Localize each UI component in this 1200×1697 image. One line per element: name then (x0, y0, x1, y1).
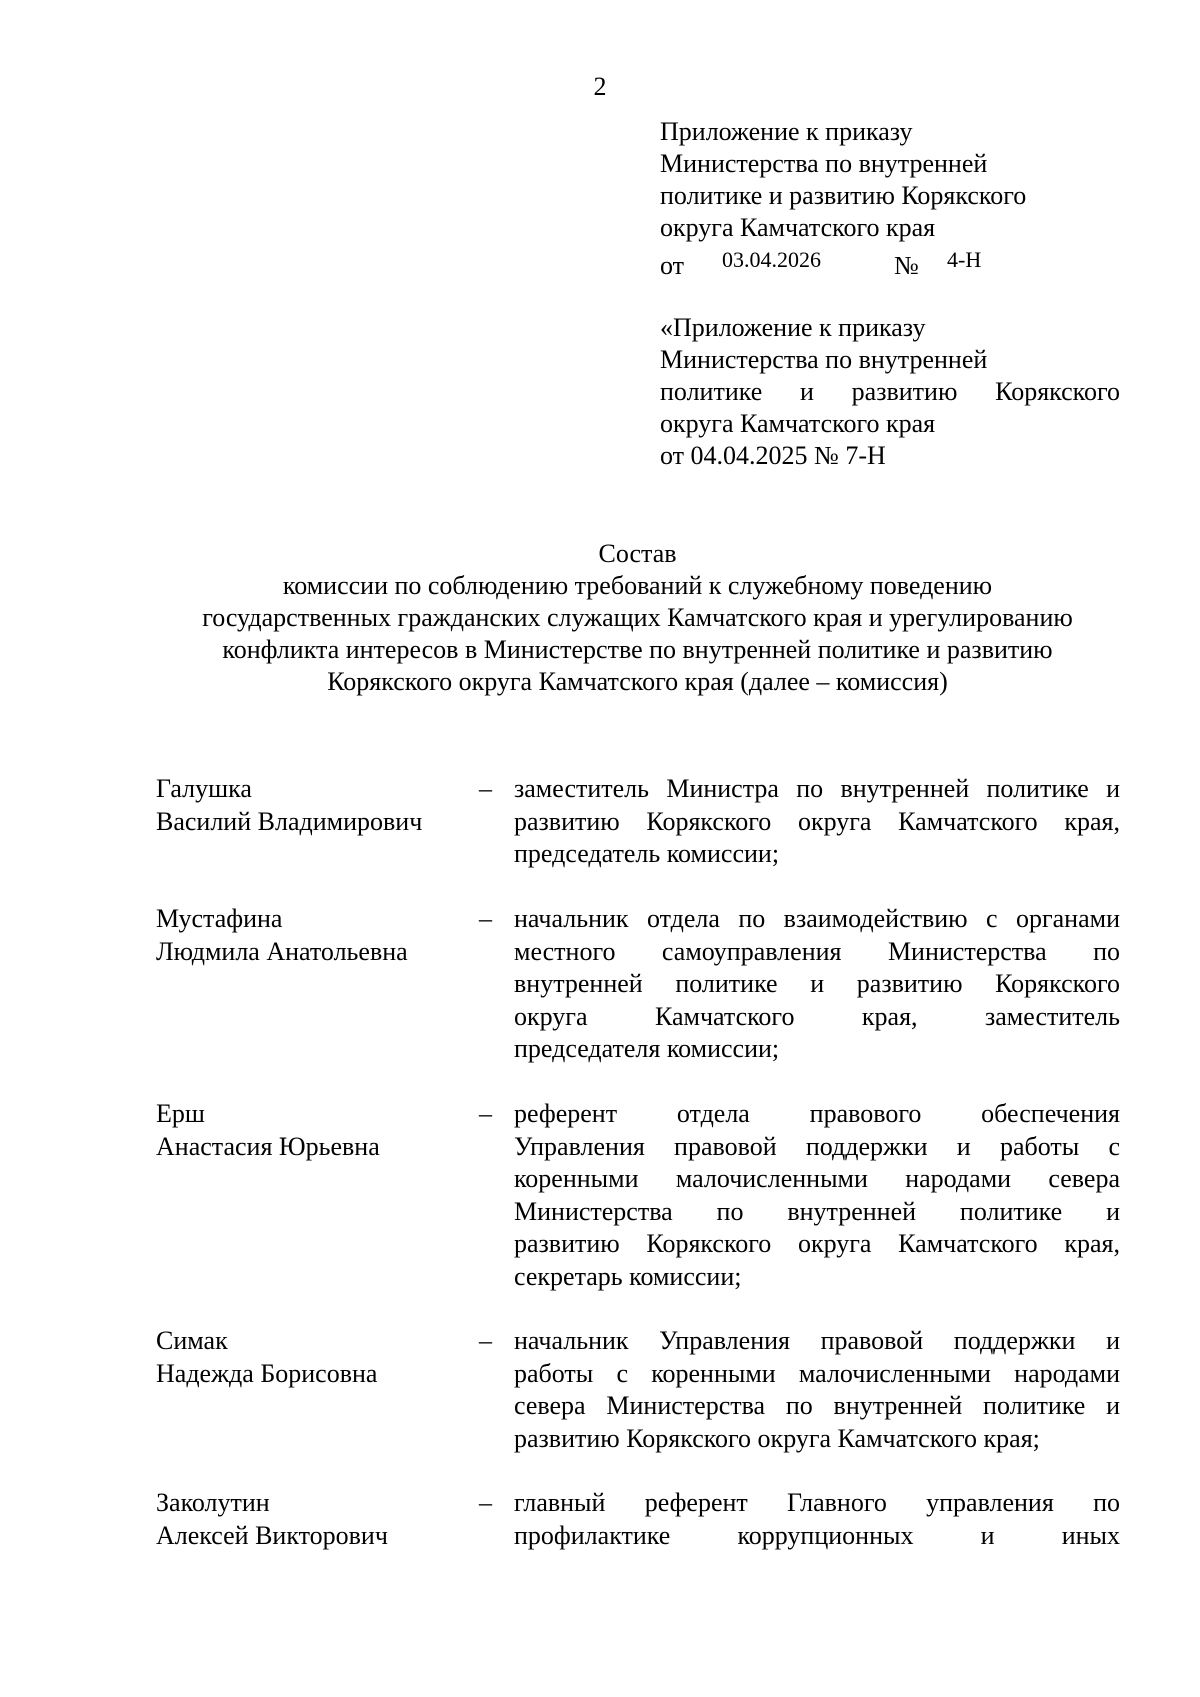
appendix-line: Министерства по внутренней (660, 149, 988, 178)
appendix-previous-order (660, 312, 1120, 472)
role-line: местного самоуправления Министерства по (514, 936, 1120, 966)
title-line: конфликта интересов в Министерстве по внутренней политике и развитию (222, 635, 1053, 664)
role-line: председатель комиссии; (514, 839, 780, 868)
member-given-names: Василий Владимирович (156, 806, 423, 836)
appendix-line: политике и развитию Корякского (660, 181, 1027, 210)
role-line: развитию Корякского округа Камчатского края; (514, 1423, 1040, 1453)
member-dash: – (479, 1099, 492, 1128)
member-surname: Симак (156, 1326, 228, 1355)
role-line: развитию Корякского округа Камчатского края, (514, 806, 1120, 836)
role-line: развитию Корякского округа Камчатского края, (514, 1229, 1120, 1258)
order-date-label: от (660, 251, 685, 280)
role-line: председателя комиссии; (514, 1034, 780, 1063)
member-dash: – (479, 1488, 492, 1517)
member-name (156, 1098, 456, 1163)
role-line: коренными малочисленными народами севера (514, 1164, 1120, 1193)
appendix-current-order (660, 116, 1120, 278)
role-line: главный референт Главного управления по (514, 1488, 1120, 1517)
appendix-line: Приложение к приказу (660, 117, 913, 146)
page-number: 2 (593, 72, 607, 101)
role-line: профилактике коррупционных и иных (514, 1520, 1120, 1550)
member-dash: – (479, 1326, 492, 1355)
member-surname: Заколутин (156, 1488, 270, 1517)
order-date-number-row (660, 244, 1120, 278)
title-line: государственных гражданских служащих Камчатского края и урегулированию (202, 603, 1073, 632)
role-line: начальник отдела по взаимодействию с органами (514, 904, 1120, 933)
document-title (0, 538, 1200, 698)
title-line: Корякского округа Камчатского края (далее – комиссия) (327, 667, 948, 696)
member-role (514, 903, 1120, 1066)
member-name (156, 773, 456, 838)
order-date: 03.04.2026 (722, 247, 821, 272)
appendix-line: от 04.04.2025 № 7-Н (660, 441, 886, 470)
order-number: 4-Н (947, 247, 982, 272)
member-role (514, 1487, 1120, 1552)
member-surname: Ерш (156, 1099, 205, 1128)
role-line: референт отдела правового обеспечения (514, 1099, 1120, 1128)
member-surname: Мустафина (156, 904, 283, 933)
role-line: округа Камчатского края, заместитель (514, 1001, 1120, 1031)
member-name (156, 1487, 456, 1552)
title-heading: Состав (598, 539, 677, 568)
appendix-line: округа Камчатского края (660, 409, 936, 438)
member-given-names: Людмила Анатольевна (156, 936, 408, 966)
order-number-sign: № (894, 251, 919, 280)
role-line: Министерства по внутренней политике и (514, 1196, 1120, 1226)
role-line: внутренней политике и развитию Корякского (514, 969, 1120, 998)
member-dash: – (479, 774, 492, 803)
member-role (514, 773, 1120, 871)
appendix-line: политике и развитию Корякского (660, 377, 1120, 406)
member-name (156, 1325, 456, 1390)
member-name (156, 903, 456, 968)
role-line: севера Министерства по внутренней политике и (514, 1391, 1120, 1420)
appendix-line: «Приложение к приказу (660, 313, 926, 342)
role-line: заместитель Министра по внутренней политике и (514, 774, 1120, 803)
appendix-line: Министерства по внутренней (660, 345, 988, 374)
title-line: комиссии по соблюдению требований к служебному поведению (282, 571, 993, 600)
member-surname: Галушка (156, 774, 252, 803)
member-given-names: Анастасия Юрьевна (156, 1131, 380, 1161)
role-line: секретарь комиссии; (514, 1261, 742, 1291)
role-line: Управления правовой поддержки и работы с (514, 1131, 1120, 1161)
role-line: работы с коренными малочисленными народами (514, 1358, 1120, 1388)
member-dash: – (479, 904, 492, 933)
member-role (514, 1098, 1120, 1293)
member-role (514, 1325, 1120, 1455)
member-given-names: Надежда Борисовна (156, 1358, 378, 1388)
role-line: начальник Управления правовой поддержки и (514, 1326, 1120, 1355)
member-given-names: Алексей Викторович (156, 1520, 388, 1550)
appendix-line: округа Камчатского края (660, 213, 936, 242)
